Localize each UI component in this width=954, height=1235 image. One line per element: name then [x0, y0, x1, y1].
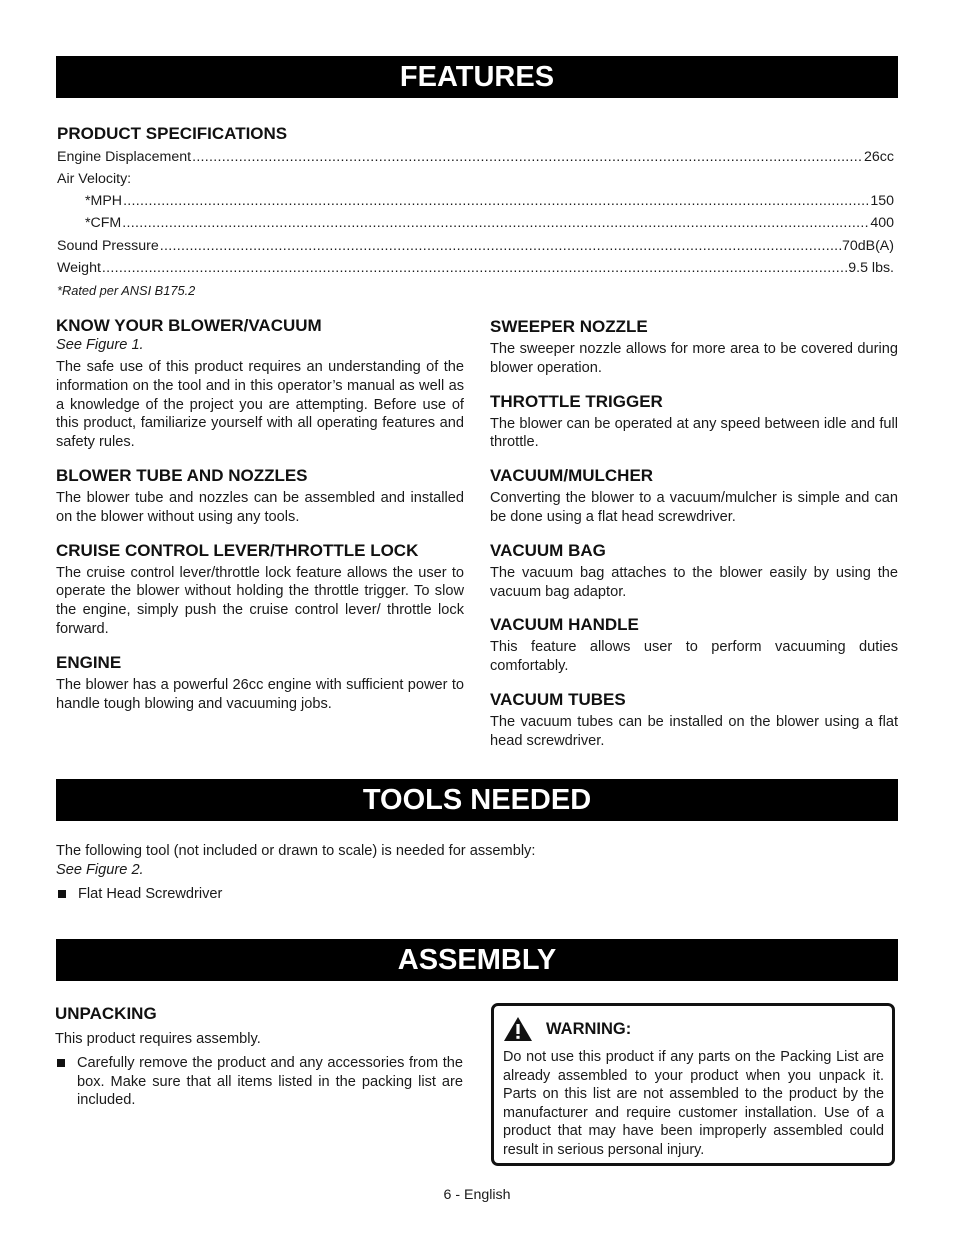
section-cruise-control	[56, 541, 464, 639]
spec-value: 150	[870, 193, 894, 209]
spec-label: *MPH	[85, 193, 123, 209]
tool-item-label: Flat Head Screwdriver	[78, 885, 223, 902]
bullet-square-icon	[58, 890, 66, 898]
section-text: Converting the blower to a vacuum/mulcher is simple and can be done using a flat head screwdriver.	[490, 490, 898, 525]
spec-cfm	[85, 214, 894, 232]
spec-label: *CFM	[85, 215, 122, 231]
spec-label: Weight	[57, 260, 101, 276]
section-vacuum-bag	[490, 541, 898, 602]
features-banner: FEATURES	[56, 56, 898, 98]
tool-list-item	[56, 885, 898, 904]
section-heading: ENGINE	[56, 652, 122, 672]
warning-header	[503, 1016, 884, 1042]
section-heading: VACUUM/MULCHER	[490, 466, 654, 486]
tools-intro: The following tool (not included or drawn to scale) is needed for assembly:	[56, 843, 536, 859]
features-left-column	[56, 316, 464, 727]
section-heading: VACUUM HANDLE	[490, 615, 639, 635]
section-text: The blower can be operated at any speed between idle and full throttle.	[490, 415, 898, 451]
tools-needed-banner: TOOLS NEEDED	[56, 779, 898, 821]
spec-engine-displacement	[57, 148, 894, 166]
spec-air-velocity	[57, 170, 894, 188]
warning-label: WARNING:	[546, 1019, 632, 1038]
figure-reference: See Figure 1.	[56, 337, 144, 353]
section-heading: BLOWER TUBE AND NOZZLES	[56, 465, 308, 485]
section-sweeper-nozzle	[490, 317, 898, 378]
spec-label: Engine Displacement	[57, 149, 192, 165]
tools-section	[56, 842, 898, 904]
bullet-square-icon	[57, 1059, 65, 1067]
unpacking-bullet	[55, 1054, 463, 1110]
spec-weight	[57, 259, 894, 277]
unpacking-text: This product requires assembly.	[55, 1031, 261, 1047]
features-right-column	[490, 317, 898, 765]
rated-note: *Rated per ANSI B175.2	[57, 283, 196, 298]
section-vacuum-mulcher	[490, 466, 898, 527]
warning-triangle-icon	[503, 1016, 533, 1042]
section-heading: KNOW YOUR BLOWER/VACUUM	[56, 316, 322, 335]
unpacking-heading: UNPACKING	[55, 1004, 157, 1023]
unpacking-bullet-text: Carefully remove the product and any accessories from the box. Make sure that all items listed in the packing list are included.	[77, 1054, 463, 1109]
spec-sound-pressure	[57, 237, 894, 255]
section-text: The vacuum tubes can be installed on the blower using a flat head screwdriver.	[490, 713, 898, 749]
section-throttle-trigger	[490, 392, 898, 453]
warning-text: Do not use this product if any parts on the Packing List are already assembled to your product when you unpack it. Parts on this list are not assembled to the product by the manufacturer and require customer installation. Use of a product that may have been improperly assembled could result in serious personal injury.	[503, 1049, 884, 1158]
section-text: The cruise control lever/throttle lock feature allows the user to operate the blower without holding the throttle trigger. To slow the engine, simply push the cruise control lever/ throttle lock forward.	[56, 564, 464, 637]
spec-value: 26cc	[864, 149, 894, 165]
section-text: The blower has a powerful 26cc engine with sufficient power to handle tough blowing and vacuuming jobs.	[56, 676, 464, 712]
section-engine	[56, 653, 464, 714]
warning-box	[491, 1003, 895, 1166]
section-heading: VACUUM BAG	[490, 540, 606, 560]
section-text: The blower tube and nozzles can be assembled and installed on the blower without using any tools.	[56, 489, 464, 525]
spec-value: 400	[870, 215, 894, 231]
unpacking-section	[55, 1004, 463, 1110]
section-text: The sweeper nozzle allows for more area to be covered during blower operation.	[490, 341, 898, 376]
section-heading: CRUISE CONTROL LEVER/THROTTLE LOCK	[56, 540, 419, 560]
spec-label: Air Velocity:	[57, 171, 132, 187]
assembly-banner: ASSEMBLY	[56, 939, 898, 981]
section-vacuum-handle	[490, 615, 898, 676]
spec-value: 70dB(A)	[841, 238, 894, 254]
spec-label: Sound Pressure	[57, 238, 159, 254]
product-specifications-heading: PRODUCT SPECIFICATIONS	[57, 124, 288, 143]
section-heading: VACUUM TUBES	[490, 689, 626, 709]
section-text: This feature allows user to perform vacuuming duties comfortably.	[490, 639, 898, 675]
section-know-your-blower	[56, 316, 464, 452]
section-text: The safe use of this product requires an understanding of the information on the tool and in this operator’s manual as well as a knowledge of the project you are attempting. Before use of this product, familiarize yourself with all operating features and safety rules.	[56, 359, 464, 451]
figure-reference: See Figure 2.	[56, 861, 144, 878]
spec-mph	[85, 192, 894, 210]
spec-value: 9.5 lbs.	[848, 260, 894, 276]
section-blower-tube	[56, 466, 464, 527]
section-text: The vacuum bag attaches to the blower easily by using the vacuum bag adaptor.	[490, 564, 898, 600]
section-heading: THROTTLE TRIGGER	[490, 391, 663, 411]
page-footer: 6 - English	[443, 1187, 511, 1203]
section-vacuum-tubes	[490, 690, 898, 751]
section-heading: SWEEPER NOZZLE	[490, 317, 648, 336]
